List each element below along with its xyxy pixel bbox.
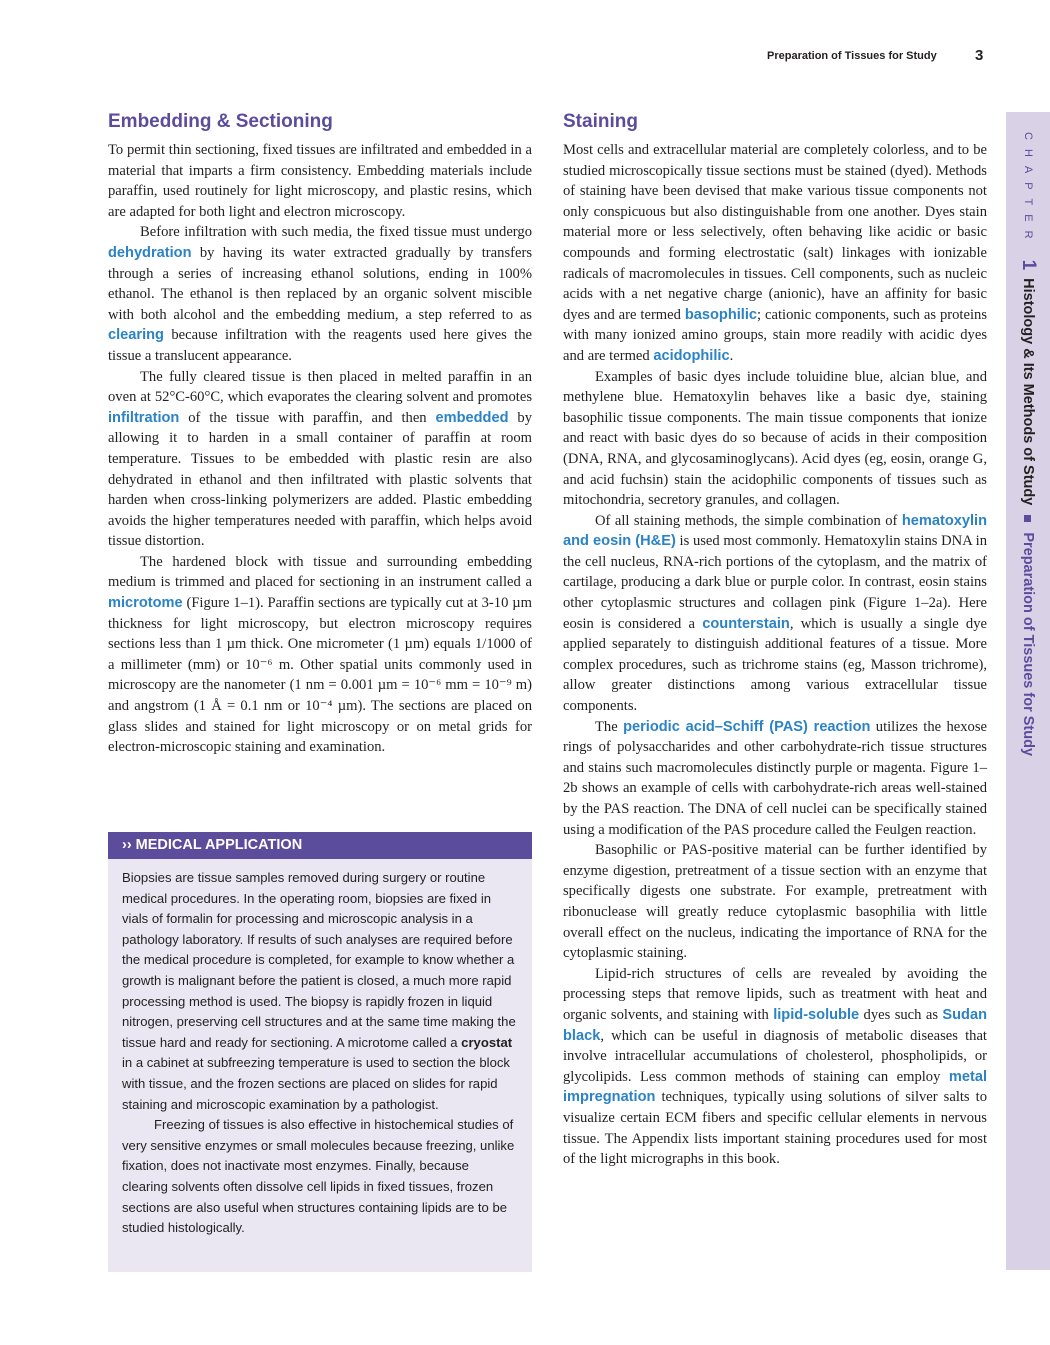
chapter-word: CHAPTER [1022,132,1034,248]
paragraph [108,367,532,552]
medical-application-title: ›› MEDICAL APPLICATION [108,832,532,859]
key-term: clearing [108,327,164,344]
text: . [729,347,734,364]
text: Of all staining methods, the simple combination of [595,512,902,529]
paragraph [563,840,987,964]
text: , which is usually a single dye applied separately to distinguish additional features of a tissue. More complex procedures, such as trichrome stains (eg, Masson trichrome), allow greater distinctions among various extracellular tissue components. [563,615,987,715]
key-term: periodic acid–Schiff (PAS) reaction [623,718,871,735]
text: (Figure 1–1). Paraffin sections are typically cut at 3-10 µm thickness for light microscopy, but electron microscopy requires sections less than 1 µm thick. One micrometer (1 µm) equals 1/1000 of a millimeter (mm) or 10⁻⁶ m. Other spatial units commonly used in microscopy are the nanometer (1 nm = 0.001 µm = 10⁻⁶ mm = 10⁻⁹ m) and angstrom (1 Å = 0.1 nm or 10⁻⁴ µm). The sections are placed on glass slides and stained for light microscopy or on metal grids for electron-microscopic staining and examination. [108,595,532,756]
text: is used most commonly. Hematoxylin stains DNA in the cell nucleus, RNA-rich portions of the cytoplasm, and the matrix of cartilage, producing a dark blue or purple color. In contrast, eosin stains other cytoplasmic structures and collagen pink (Figure 1–2a). Here eosin is considered a [563,533,988,632]
text: The fully cleared tissue is then placed in melted paraffin in an oven at 52°C-60°C, which evaporates the clearing solvent and promotes [108,368,532,406]
text: The [595,718,624,735]
key-term: metal impregnation [563,1068,987,1106]
page-number: 3 [975,47,984,64]
text: utilizes the hexose rings of polysaccharides and other carbohydrate-rich tissue structures and stains such macromolecules distinctly purple or magenta. Figure 1–2b shows an example of cells with carbohydrate-rich areas well-stained by the PAS reaction. The DNA of cell nuclei can be specifically stained using a modification of the PAS procedure called the Feulgen reaction. [563,718,987,838]
text: Lipid-rich structures of cells are revealed by avoiding the processing steps that remove lipids, such as treatment with heat and organic solvents, and staining with [563,965,987,1023]
left-column [108,110,532,758]
text: ; cationic components, such as proteins with many ionized amino groups, stain more readily with acidic dyes and are termed [563,306,987,364]
key-term: embedded [435,409,509,426]
section-heading-embedding: Embedding & Sectioning [108,111,333,132]
text: Before infiltration with such media, the fixed tissue must undergo [140,224,532,241]
key-term: lipid-soluble [773,1006,860,1023]
paragraph [122,1115,518,1239]
text: by having its water extracted gradually by transfers through a series of increasing ethanol solutions, ending in 100% ethanol. The ethanol is then replaced by an organic solvent miscible with both alcohol and the embedding medium, a step referred to as [108,244,532,323]
paragraph [108,140,532,222]
paragraph [108,222,532,366]
text: The hardened block with tissue and surrounding embedding medium is trimmed and placed for sectioning in an instrument called a [108,553,532,591]
paragraph [563,964,987,1170]
text: To permit thin sectioning, fixed tissues are infiltrated and embedded in a material that imparts a firm consistency. Embedding materials include paraffin, used routinely for light microscopy, and plastic resins, which are adapted for both light and electron microscopy. [108,142,532,220]
chapter-number: 1 [1018,259,1039,271]
text: by allowing it to harden in a small container of paraffin at room temperature. Tissues to be embedded with plastic resin are also dehydrated in ethanol and then infiltrated with plastic solvents that harden when cross-linking polymerizers are added. Plastic embedding avoids the higher temperatures needed with paraffin, which helps avoid tissue distortion. [108,409,532,550]
text: dyes such as [859,1006,943,1023]
text: because infiltration with the reagents used here gives the tissue a translucent appearance. [108,327,532,364]
running-title: Preparation of Tissues for Study [767,50,937,62]
key-term: hematoxylin and eosin (H&E) [563,512,987,550]
text: Most cells and extracellular material are completely colorless, and to be studied microscopically tissue sections must be stained (dyed). Methods of staining have been devised that make various tissue components not only conspicuous but also distinguishable from one another. Dyes stain material more or less selectively, often behaving like acidic or basic compounds and forming electrostatic (salt) linkages with ionizable radicals of macromolecules in tissues. Cell components, such as nucleic acids with a net negative charge (anionic), have an affinity for basic dyes and are termed [563,142,987,323]
paragraph [563,511,987,717]
text: of the tissue with paraffin, and then [179,409,436,426]
paragraph [563,717,987,841]
section-heading-staining: Staining [563,111,638,132]
key-term: dehydration [108,244,192,261]
text: techniques, typically using solutions of silver salts to visualize certain ECM fibers and specific cellular elements in nervous tissue. The Appendix lists important staining procedures used for most of the light micrographs in this book. [563,1089,987,1168]
key-term: counterstain [702,615,790,632]
paragraph [563,140,987,367]
chapter-side-tab [1006,112,1050,1270]
right-column [563,110,987,1170]
key-term: Sudan black [563,1006,987,1044]
paragraph [122,868,518,1115]
text: Biopsies are tissue samples removed during surgery or routine medical procedures. In the operating room, biopsies are fixed in vials of formalin for processing and microscopic analysis in a pathology laboratory. If results of such analyses are required before the medical procedure is completed, for example to know whether a growth is malignant before the patient is closed, a much more rapid processing method is used. The biopsy is rapidly frozen in liquid nitrogen, preserving cell structures and at the same time making the tissue hard and ready for sectioning. A microtome called a [122,870,516,1050]
text: Basophilic or PAS-positive material can be further identified by enzyme digestion, pretreatment of a tissue section with an enzyme that specifically digests one substrate. For example, pretreatment with ribonuclease will greatly reduce cytoplasmic basophilia with little overall effect on the nucleus, indicating the importance of RNA for the cytoplasmic staining. [563,842,987,962]
paragraph [563,367,987,511]
medical-application-box [108,832,532,1272]
paragraph [108,552,532,758]
chapter-title: Histology & Its Methods of Study [1020,278,1036,506]
section-title: Preparation of Tissues for Study [1020,532,1036,757]
key-term: acidophilic [653,347,730,364]
key-term: infiltration [108,409,180,426]
key-term: cryostat [461,1034,513,1050]
key-term: basophilic [684,306,758,323]
separator-square-icon [1025,515,1032,522]
text: in a cabinet at subfreezing temperature is used to section the block with tissue, and the frozen sections are placed on slides for rapid staining and microscopic examination by a pathologist. [122,1055,510,1112]
text: Freezing of tissues is also effective in histochemical studies of very sensitive enzymes or small molecules because freezing, unlike fixation, does not inactivate most enzymes. Finally, because clearing solvents often dissolve cell lipids in fixed tissues, frozen sections are also useful when structures containing lipids are to be studied histologically. [122,1117,515,1236]
text: Examples of basic dyes include toluidine blue, alcian blue, and methylene blue. Hematoxylin behaves like a basic dye, staining basophilic tissue components. The main tissue components that ionize and react with basic dyes do so because of acids in their composition (DNA, RNA, and glycosaminoglycans). Acid dyes (eg, eosin, orange G, and acid fuchsin) stain the acidophilic components of tissues such as mitochondria, secretory granules, and collagen. [563,368,987,509]
key-term: microtome [108,595,183,612]
text: , which can be useful in diagnosis of metabolic diseases that involve intracellular accumulations of cholesterol, phospholipids, or glycolipids. Less common methods of staining can employ [563,1027,987,1085]
